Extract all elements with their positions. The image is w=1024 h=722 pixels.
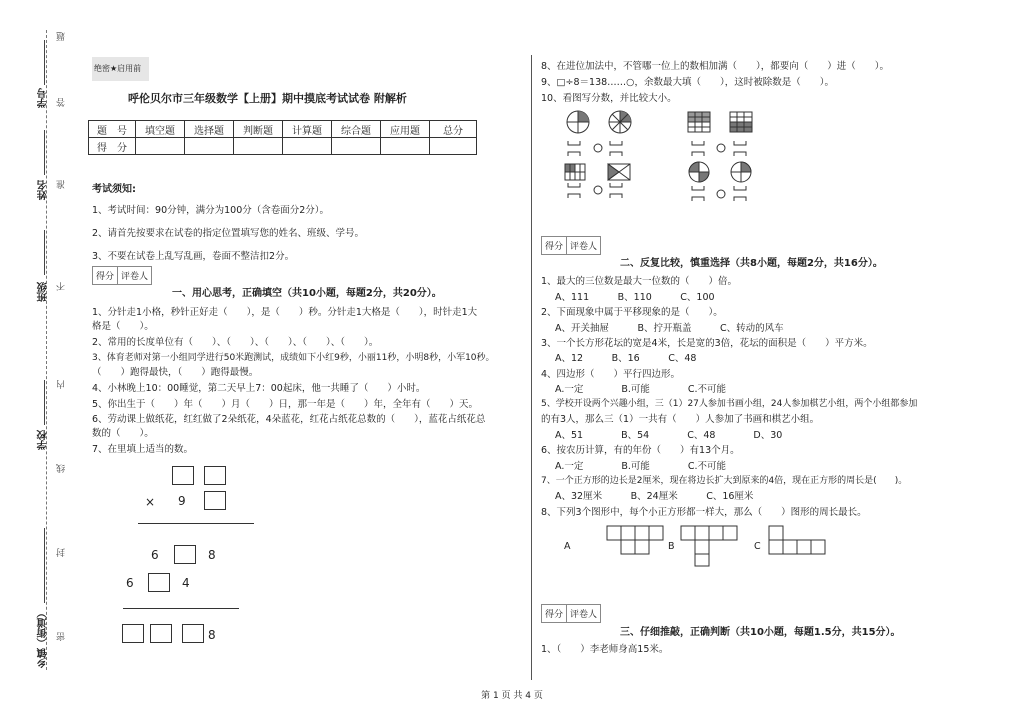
margin-mark-zhun: 准 — [57, 180, 67, 189]
question-line: 6、劳动课上做纸花，红红做了2朵纸花，4朵蓝花，红花占纸花总数的（ ），蓝花占纸花总 — [92, 414, 486, 425]
score-input-cell[interactable] — [283, 138, 332, 155]
fraction-figures — [560, 106, 770, 206]
label-name: 姓名 — [38, 180, 49, 200]
score-cell: 选择题 — [185, 121, 234, 138]
perimeter-shapes — [605, 524, 835, 568]
option-line: A.一定 B.可能 C.不可能 — [555, 384, 727, 395]
margin-mark-ti: 题 — [57, 32, 67, 41]
score-input-cell[interactable] — [234, 138, 283, 155]
score-cell: 计算题 — [283, 121, 332, 138]
shape-label-a: A — [564, 541, 571, 552]
fraction-grid-icon — [688, 112, 752, 132]
grader-box — [541, 604, 601, 623]
fraction-grid-icon — [565, 164, 630, 180]
answer-box[interactable] — [150, 624, 172, 643]
answer-box[interactable] — [204, 491, 226, 510]
question-line: 的有3人，那么三（1）一共有（ ）人参加了书画和棋艺小组。 — [541, 414, 820, 425]
question-line: 9、□÷8＝138……○，余数最大填（ ），这时被除数是（ ）。 — [541, 77, 834, 88]
column-divider — [531, 55, 532, 680]
notice-heading: 考试须知: — [92, 184, 136, 195]
answer-box[interactable] — [204, 466, 226, 485]
label-township: 乡镇（街道） — [38, 608, 49, 668]
product-line — [138, 523, 254, 524]
question-line: 1、最大的三位数是最大一位数的（ ）倍。 — [541, 276, 738, 287]
margin-mark-mi: 密 — [57, 632, 67, 641]
student-id-underline — [44, 40, 45, 85]
question-line: 8、下列3个图形中，每个小正方形都一样大，那么（ ）图形的周长最长。 — [541, 507, 867, 518]
score-cell: 综合题 — [332, 121, 381, 138]
score-table — [88, 120, 477, 155]
section3-title: 三、仔细推敲，正确判断（共10小题，每题1.5分，共15分）。 — [620, 627, 901, 638]
digit-eight: 8 — [208, 628, 216, 642]
page-footer: 第 1 页 共 4 页 — [481, 691, 543, 701]
question-line: （ ）跑得最快，（ ）跑得最慢。 — [92, 367, 259, 378]
digit-six: 6 — [126, 576, 134, 590]
option-line: A.一定 B.可能 C.不可能 — [555, 461, 727, 472]
question-line: 2、下面现象中属于平移现象的是（ ）。 — [541, 307, 723, 318]
question-line: 5、你出生于（ ）年（ ）月（ ）日，那一年是（ ）年，全年有（ ）天。 — [92, 399, 479, 410]
section1-title: 一、用心思考，正确填空（共10小题，每题2分，共20分）。 — [172, 288, 442, 299]
option-line: A、开关抽屉 B、拧开瓶盖 C、转动的风车 — [555, 323, 784, 334]
shape-a-icon — [607, 526, 663, 554]
margin-mark-xian: 线 — [57, 464, 67, 473]
question-line: 7、一个正方形的边长是2厘米，现在将边长扩大到原来的4倍，现在正方形的周长是( )。 — [541, 476, 908, 486]
fraction-bracket-icon — [568, 141, 622, 156]
fraction-circle-icon — [567, 111, 589, 133]
score-input-cell[interactable] — [136, 138, 185, 155]
grader-score-label: 得分 — [542, 605, 567, 622]
shape-c-icon — [769, 526, 825, 554]
answer-box[interactable] — [182, 624, 204, 643]
answer-box[interactable] — [172, 466, 194, 485]
question-line: 格是（ ）。 — [92, 321, 154, 332]
name-underline — [44, 130, 45, 175]
score-cell: 填空题 — [136, 121, 185, 138]
question-line: 1、（ ）李老师身高15米。 — [541, 644, 669, 655]
question-line: 2、常用的长度单位有（ ）、（ ）、（ ）、（ ）、（ ）。 — [92, 337, 379, 348]
label-student-id: 学号 — [38, 88, 49, 108]
question-line: 7、在里填上适当的数。 — [92, 444, 194, 455]
sum-line — [123, 608, 239, 609]
question-line: 1、分针走1小格，秒针正好走（ ），是（ ）秒。分针走1大格是（ ），时针走1大 — [92, 307, 478, 318]
label-school: 学校 — [38, 430, 49, 450]
shape-label-b: B — [668, 541, 675, 552]
fraction-circle-icon — [609, 111, 631, 133]
digit-six: 6 — [151, 548, 159, 562]
score-cell: 判断题 — [234, 121, 283, 138]
question-line: 8、在进位加法中，不管哪一位上的数相加满（ ），都要向（ ）进（ ）。 — [541, 61, 890, 72]
fraction-bracket-icon — [692, 186, 746, 201]
question-line: 6、按农历计算，有的年份（ ）有13个月。 — [541, 445, 740, 456]
fraction-circle-icon — [689, 162, 751, 182]
score-cell: 应用题 — [381, 121, 430, 138]
question-line: 3、一个长方形花坛的宽是4米，长是宽的3倍，花坛的面积是（ ）平方米。 — [541, 338, 873, 349]
question-line: 3、体育老师对第一小组同学进行50米跑测试，成绩如下小红9秒，小丽11秒，小明8秒，小军10秒。 — [92, 353, 495, 363]
shape-label-c: C — [754, 541, 761, 552]
digit-four: 4 — [182, 576, 190, 590]
score-cell: 题 号 — [89, 121, 136, 138]
fraction-bracket-icon — [692, 141, 746, 156]
question-line: 10、看图写分数，并比较大小。 — [541, 93, 677, 104]
score-cell: 总分 — [430, 121, 477, 138]
answer-box[interactable] — [174, 545, 196, 564]
option-line: A、32厘米 B、24厘米 C、16厘米 — [555, 491, 754, 502]
digit-eight: 8 — [208, 548, 216, 562]
grader-score-label: 得分 — [542, 237, 567, 254]
grader-box — [92, 266, 152, 285]
section2-title: 二、反复比较，慎重选择（共8小题，每题2分，共16分）。 — [620, 258, 883, 269]
notice-item: 1、考试时间：90分钟，满分为100分（含卷面分2分）。 — [92, 205, 330, 216]
label-class: 班级 — [38, 282, 49, 302]
answer-box[interactable] — [122, 624, 144, 643]
school-underline — [44, 380, 45, 425]
margin-mark-nei: 内 — [57, 380, 67, 389]
page-title: 呼伦贝尔市三年级数学【上册】期中摸底考试试卷 附解析 — [128, 92, 407, 105]
score-table-header-row — [89, 121, 477, 138]
margin-mark-da: 答 — [57, 98, 67, 107]
answer-box[interactable] — [148, 573, 170, 592]
margin-mark-feng: 封 — [57, 548, 67, 557]
class-underline — [44, 230, 45, 275]
grader-reviewer-label: 评卷人 — [570, 242, 598, 252]
score-input-cell[interactable] — [381, 138, 430, 155]
score-input-cell[interactable] — [185, 138, 234, 155]
score-input-cell[interactable] — [332, 138, 381, 155]
township-underline — [44, 528, 45, 603]
margin-mark-bu: 不 — [57, 282, 67, 291]
shape-b-icon — [681, 526, 737, 566]
notice-item: 2、请首先按要求在试卷的指定位置填写您的姓名、班级、学号。 — [92, 228, 365, 239]
times-sign: × — [145, 495, 156, 509]
grader-reviewer-label: 评卷人 — [570, 610, 598, 620]
score-input-cell[interactable] — [430, 138, 477, 155]
digit-nine: 9 — [178, 494, 186, 508]
score-row-label: 得 分 — [89, 138, 136, 155]
question-line: 数的（ ）。 — [92, 428, 154, 439]
question-line: 4、四边形（ ）平行四边形。 — [541, 369, 681, 380]
score-table-score-row — [89, 138, 477, 155]
option-line: A、111 B、110 C、100 — [555, 292, 715, 303]
option-line: A、51 B、54 C、48 D、30 — [555, 430, 783, 441]
fraction-bracket-icon — [568, 183, 622, 198]
notice-item: 3、不要在试卷上乱写乱画，卷面不整洁扣2分。 — [92, 251, 295, 262]
grader-score-label: 得分 — [93, 267, 118, 284]
binding-dashed-line — [46, 30, 47, 670]
grader-reviewer-label: 评卷人 — [121, 272, 149, 282]
option-line: A、12 B、16 C、48 — [555, 353, 697, 364]
secret-badge: 绝密★启用前 — [92, 57, 149, 81]
question-line: 4、小林晚上10：00睡觉，第二天早上7：00起床，他一共睡了（ ）小时。 — [92, 383, 426, 394]
grader-box — [541, 236, 601, 255]
question-line: 5、学校开设两个兴趣小组，三（1）27人参加书画小组，24人参加棋艺小组，两个小组都参加 — [541, 399, 918, 409]
